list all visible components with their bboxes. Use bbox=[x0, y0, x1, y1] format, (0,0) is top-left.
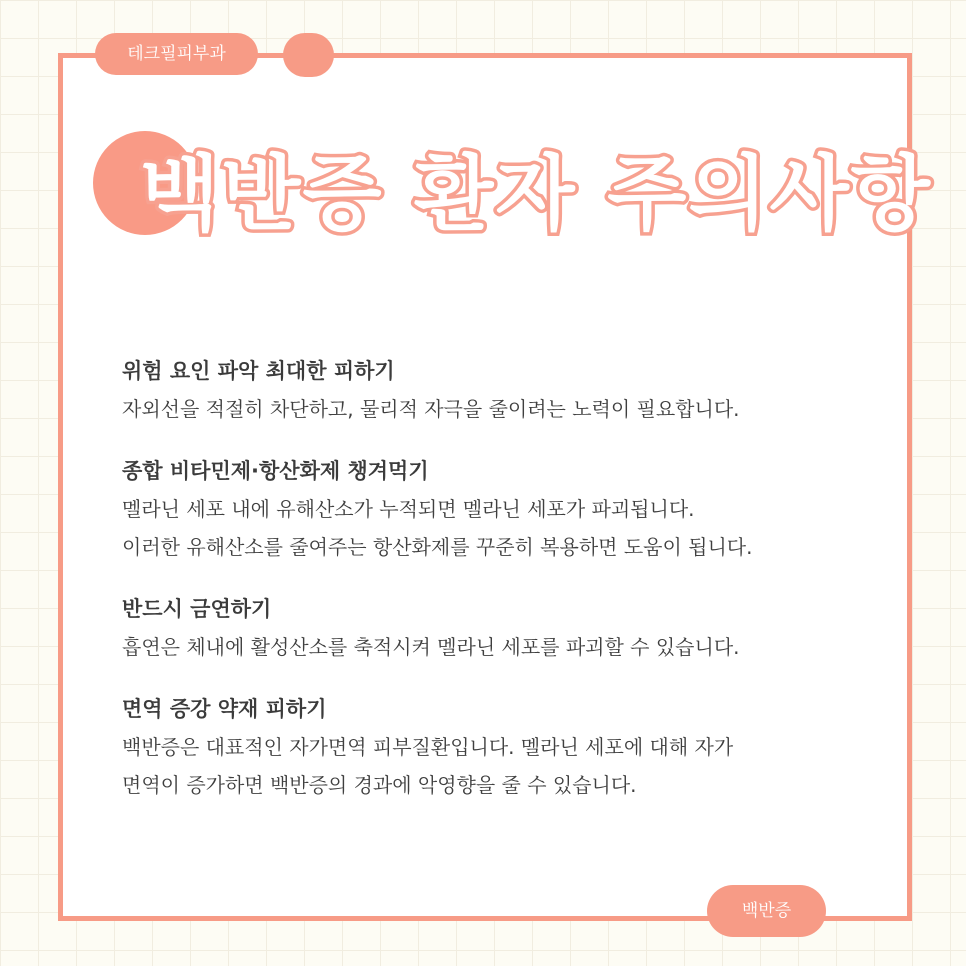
notice-section bbox=[122, 590, 862, 666]
section-heading: 위험 요인 파악 최대한 피하기 bbox=[122, 359, 395, 383]
notice-section bbox=[122, 690, 862, 804]
section-heading: 면역 증강 약재 피하기 bbox=[122, 697, 327, 721]
notice-section bbox=[122, 452, 862, 566]
section-heading: 종합 비타민제·항산화제 챙겨먹기 bbox=[122, 459, 429, 483]
page-title: 백반증 환자 주의사항 bbox=[140, 147, 933, 242]
decorative-dot bbox=[283, 33, 334, 77]
section-text: 자외선을 적절히 차단하고, 물리적 자극을 줄이려는 노력이 필요합니다. bbox=[122, 397, 740, 421]
notice-section bbox=[122, 352, 862, 428]
topic-tag: 백반증 bbox=[707, 885, 826, 937]
section-heading: 반드시 금연하기 bbox=[122, 597, 272, 621]
notice-list bbox=[122, 352, 862, 828]
section-text: 멜라닌 세포 내에 유해산소가 누적되면 멜라닌 세포가 파괴됩니다. bbox=[122, 497, 695, 521]
brand-badge: 테크필피부과 bbox=[95, 33, 258, 75]
section-text: 백반증은 대표적인 자가면역 피부질환입니다. 멜라닌 세포에 대해 자가 bbox=[122, 735, 734, 759]
section-text: 이러한 유해산소를 줄여주는 항산화제를 꾸준히 복용하면 도움이 됩니다. bbox=[122, 535, 753, 559]
section-text: 면역이 증가하면 백반증의 경과에 악영향을 줄 수 있습니다. bbox=[122, 773, 637, 797]
section-text: 흡연은 체내에 활성산소를 축적시켜 멜라닌 세포를 파괴할 수 있습니다. bbox=[122, 635, 740, 659]
